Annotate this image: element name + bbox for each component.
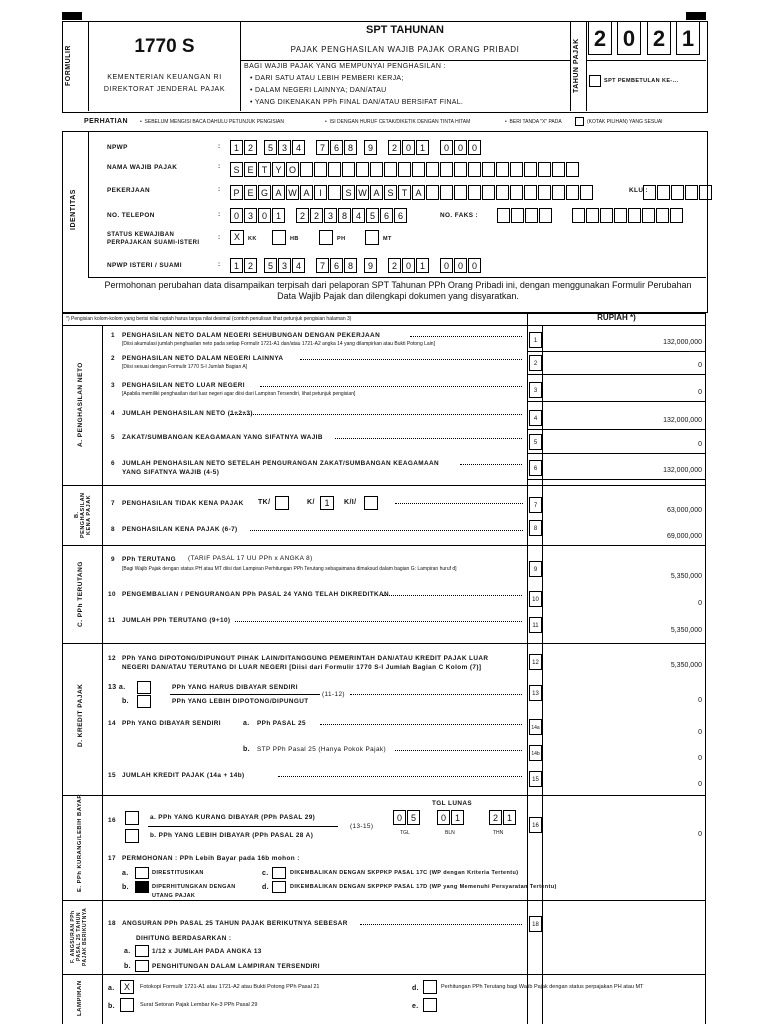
pekerjaan-cell[interactable] bbox=[468, 185, 481, 200]
ptkp-tk-box[interactable] bbox=[275, 496, 289, 510]
row-1-text: PENGHASILAN NETO DALAM NEGERI SEHUBUNGAN DENGAN PEKERJAAN bbox=[122, 332, 381, 339]
year-digit: 2 bbox=[588, 21, 612, 55]
opt-diperhitungkan-label: UTANG PAJAK bbox=[152, 893, 196, 899]
pembetulan-checkbox[interactable] bbox=[589, 75, 601, 87]
npwp-istri-cell[interactable]: 3 bbox=[278, 258, 291, 273]
nama-cell[interactable] bbox=[384, 162, 397, 177]
box-number: 2 bbox=[529, 355, 542, 371]
faks-cell[interactable] bbox=[656, 208, 669, 223]
form-subtitle: PAJAK PENGHASILAN WAJIB PAJAK ORANG PRIBADI bbox=[290, 45, 520, 54]
pekerjaan-cell[interactable] bbox=[454, 185, 467, 200]
status-option-label: PH bbox=[337, 236, 346, 242]
row-2-value[interactable]: 0 bbox=[698, 362, 702, 369]
row-13b-checkbox[interactable] bbox=[137, 695, 151, 708]
pekerjaan-cell[interactable] bbox=[510, 185, 523, 200]
box-number: 3 bbox=[529, 382, 542, 398]
telepon-cell[interactable]: 1 bbox=[272, 208, 285, 223]
opt-17c-label: DIKEMBALIKAN DENGAN SKPPKP PASAL 17C (WP dengan Kriteria Tertentu) bbox=[290, 870, 519, 876]
row-number: 4 bbox=[111, 410, 115, 417]
nama-cell[interactable] bbox=[524, 162, 537, 177]
row-16b-text: b. PPh YANG LEBIH DIBAYAR (PPh PASAL 28 A) bbox=[150, 832, 314, 839]
form-number: 1770 S bbox=[134, 36, 195, 57]
pekerjaan-cell[interactable]: T bbox=[398, 185, 411, 200]
telepon-label: NO. TELEPON bbox=[107, 212, 155, 219]
identitas-note: Permohonan perubahan data disampaikan terpisah dari pelaporan SPT Tahunan PPh Orang Pribadi ini, dengan menggunakan Formulir Perubahan Data Wajib Pajak dan dilengkapi dokumen yang disyaratkan. bbox=[104, 280, 692, 301]
npwp-cell[interactable]: 5 bbox=[264, 140, 277, 155]
thn-digit[interactable]: 2 bbox=[489, 810, 502, 825]
faks-cell[interactable] bbox=[614, 208, 627, 223]
faks-cell[interactable] bbox=[642, 208, 655, 223]
tgl-lunas-label: TGL LUNAS bbox=[432, 800, 473, 807]
pekerjaan-cell[interactable] bbox=[552, 185, 565, 200]
bln-digit[interactable]: 0 bbox=[437, 810, 450, 825]
nama-cell[interactable] bbox=[538, 162, 551, 177]
npwp-cell[interactable]: 0 bbox=[440, 140, 453, 155]
registration-mark bbox=[686, 12, 706, 20]
pekerjaan-cell[interactable]: W bbox=[356, 185, 369, 200]
row-12-text: NEGERI DAN/ATAU TERUTANG DI LUAR NEGERI [Diisi dari Formulir 1770 S-I Jumlah Bagian C Kolom (7)] bbox=[122, 664, 482, 671]
tgl-label: TGL bbox=[400, 830, 410, 836]
row-13a-text: PPh YANG HARUS DIBAYAR SENDIRI bbox=[172, 684, 298, 691]
status-hb-checkbox[interactable] bbox=[272, 230, 286, 245]
telepon-cell[interactable]: 0 bbox=[258, 208, 271, 223]
form-title: SPT TAHUNAN bbox=[365, 24, 444, 36]
klu-cell[interactable] bbox=[671, 185, 684, 200]
klu-cell[interactable] bbox=[643, 185, 656, 200]
faks-cell[interactable] bbox=[670, 208, 683, 223]
pekerjaan-cell[interactable]: E bbox=[244, 185, 257, 200]
box-number: 11 bbox=[529, 617, 542, 633]
row-15-value[interactable]: 0 bbox=[698, 781, 702, 788]
section-c-label: C. PPh TERUTANG bbox=[77, 561, 84, 628]
row-11-value[interactable]: 5,350,000 bbox=[670, 627, 702, 634]
row-number: 7 bbox=[111, 500, 115, 507]
npwp-cell[interactable]: 1 bbox=[416, 140, 429, 155]
nama-cell[interactable] bbox=[454, 162, 467, 177]
nama-cell[interactable] bbox=[426, 162, 439, 177]
npwp-istri-cell[interactable]: 1 bbox=[230, 258, 243, 273]
leader-dots bbox=[300, 359, 522, 360]
pekerjaan-cell[interactable]: A bbox=[370, 185, 383, 200]
row-number: 6 bbox=[111, 460, 115, 467]
lampiran-e-checkbox[interactable] bbox=[423, 998, 437, 1012]
for-whom: BAGI WAJIB PAJAK YANG MEMPUNYAI PENGHASILAN : bbox=[244, 63, 446, 70]
pekerjaan-cell[interactable]: P bbox=[230, 185, 243, 200]
status-ph-checkbox[interactable] bbox=[319, 230, 333, 245]
faks-cell[interactable] bbox=[628, 208, 641, 223]
ptkp-ki-label: K/I/ bbox=[344, 499, 357, 506]
box-number: 9 bbox=[529, 561, 542, 577]
lampiran-d-checkbox[interactable] bbox=[423, 980, 437, 994]
opt-angka13-label: 1/12 x JUMLAH PADA ANGKA 13 bbox=[152, 948, 262, 955]
ptkp-k-box[interactable]: 1 bbox=[320, 496, 334, 510]
row-1-value[interactable]: 132,000,000 bbox=[663, 339, 702, 346]
npwp-istri-cell[interactable]: 5 bbox=[264, 258, 277, 273]
box-number: 5 bbox=[529, 434, 542, 450]
npwp-istri-cell[interactable]: 0 bbox=[440, 258, 453, 273]
dihitung-label: DIHITUNG BERDASARKAN : bbox=[136, 935, 232, 942]
ptkp-k-label: K/ bbox=[307, 499, 315, 506]
formulir-label: FORMULIR bbox=[65, 45, 72, 87]
npwp-cell[interactable]: 0 bbox=[402, 140, 415, 155]
npwp-istri-cell[interactable]: 2 bbox=[244, 258, 257, 273]
identitas-label: IDENTITAS bbox=[70, 189, 77, 231]
ptkp-ki-box[interactable] bbox=[364, 496, 378, 510]
npwp-cell[interactable]: 7 bbox=[316, 140, 329, 155]
pekerjaan-cell[interactable] bbox=[328, 185, 341, 200]
bln-digit[interactable]: 1 bbox=[451, 810, 464, 825]
row-16a-checkbox[interactable] bbox=[125, 811, 139, 825]
row-divider bbox=[527, 429, 706, 430]
klu-cell[interactable] bbox=[685, 185, 698, 200]
row-10-text: PENGEMBALIAN / PENGURANGAN PPh PASAL 24 YANG TELAH DIKREDITKAN bbox=[122, 591, 390, 598]
npwp-istri-cell[interactable]: 9 bbox=[364, 258, 377, 273]
registration-mark bbox=[62, 12, 82, 20]
box-number: 4 bbox=[529, 410, 542, 426]
box-number: 1 bbox=[529, 332, 542, 348]
npwp-istri-cell[interactable]: 2 bbox=[388, 258, 401, 273]
status-label-2: PERPAJAKAN SUAMI-ISTERI bbox=[107, 240, 200, 246]
perhatian-item: • ISI DENGAN HURUF CETAK/DIKETIK DENGAN TINTA HITAM bbox=[325, 119, 471, 125]
row-10-value[interactable]: 0 bbox=[698, 600, 702, 607]
telepon-cell[interactable]: 3 bbox=[244, 208, 257, 223]
perhatian-item: • BERI TANDA "X" PADA bbox=[505, 119, 562, 125]
row-16a-text: a. PPh YANG KURANG DIBAYAR (PPh PASAL 29) bbox=[150, 814, 316, 821]
row-number: 11 bbox=[108, 617, 116, 624]
lampiran-d-label: Perhitungan PPh Terutang bagi Wajib Pajak dengan status perpajakan PH atau MT bbox=[441, 984, 644, 990]
pekerjaan-cell[interactable] bbox=[440, 185, 453, 200]
nama-cell[interactable]: Y bbox=[272, 162, 285, 177]
pekerjaan-cell[interactable]: A bbox=[300, 185, 313, 200]
section-f-label: F. ANGSURAN PPh PASAL 25 TAHUN PAJAK BERIKUTNYA bbox=[70, 907, 88, 967]
lampiran-a-label: Fotokopi Formulir 1721-A1 atau 1721-A2 atau Bukti Potong PPh Pasal 21 bbox=[140, 984, 320, 990]
nama-cell[interactable] bbox=[566, 162, 579, 177]
pekerjaan-cell[interactable]: S bbox=[342, 185, 355, 200]
pekerjaan-cell[interactable] bbox=[580, 185, 593, 200]
bullet-2: • DALAM NEGERI LAINNYA; DAN/ATAU bbox=[250, 87, 387, 94]
row-6-note: YANG SIFATNYA WAJIB (4-5) bbox=[122, 469, 220, 476]
faks-cell[interactable] bbox=[497, 208, 510, 223]
ministry-line1: KEMENTERIAN KEUANGAN RI bbox=[107, 74, 222, 81]
row-9-value[interactable]: 5,350,000 bbox=[670, 573, 702, 580]
nama-cell[interactable] bbox=[300, 162, 313, 177]
row-7-text: PENGHASILAN TIDAK KENA PAJAK bbox=[122, 500, 244, 507]
row-number: 5 bbox=[111, 434, 115, 441]
opt-restitusi-label: DIRESTITUSIKAN bbox=[152, 870, 204, 876]
row-15-text: JUMLAH KREDIT PAJAK (14a + 14b) bbox=[122, 772, 245, 779]
opt-diperhitungkan-label: DIPERHITUNGKAN DENGAN bbox=[152, 884, 236, 890]
pekerjaan-cell[interactable] bbox=[482, 185, 495, 200]
status-label-1: STATUS KEWAJIBAN bbox=[107, 232, 175, 238]
nama-cell[interactable]: E bbox=[244, 162, 257, 177]
row-9-note: [Bagi Wajib Pajak dengan status PH atau MT diisi dari Lampiran Perhitungan PPh Terutang sebagaimana dimaksud dalam bagian G: Lampiran huruf d] bbox=[122, 566, 457, 572]
perhatian-label: PERHATIAN bbox=[84, 118, 128, 125]
npwp-istri-cell[interactable]: 0 bbox=[402, 258, 415, 273]
leader-dots bbox=[335, 438, 522, 439]
npwp-cell[interactable]: 8 bbox=[344, 140, 357, 155]
leader-dots bbox=[230, 414, 522, 415]
nama-cell[interactable] bbox=[482, 162, 495, 177]
pekerjaan-cell[interactable]: A bbox=[272, 185, 285, 200]
status-option-label: KK bbox=[248, 236, 257, 242]
faks-cell[interactable] bbox=[511, 208, 524, 223]
nama-cell[interactable]: T bbox=[258, 162, 271, 177]
year-digit: 0 bbox=[617, 21, 641, 55]
opt-17d-checkbox[interactable] bbox=[272, 881, 286, 893]
npwp-istri-cell[interactable]: 0 bbox=[468, 258, 481, 273]
telepon-cell[interactable]: 6 bbox=[380, 208, 393, 223]
npwp-cell[interactable]: 6 bbox=[330, 140, 343, 155]
npwp-cell[interactable]: 2 bbox=[244, 140, 257, 155]
pembetulan-label: SPT PEMBETULAN KE-... bbox=[604, 78, 679, 84]
nama-cell[interactable] bbox=[552, 162, 565, 177]
box-number: 7 bbox=[529, 497, 542, 513]
pekerjaan-cell[interactable] bbox=[566, 185, 579, 200]
lampiran-b-label: Surat Setoran Pajak Lembar Ke-3 PPh Pasal 29 bbox=[140, 1002, 258, 1008]
telepon-cell[interactable]: 2 bbox=[296, 208, 309, 223]
row-divider bbox=[527, 374, 706, 375]
npwp-cell[interactable]: 1 bbox=[230, 140, 243, 155]
box-number: 10 bbox=[529, 591, 542, 607]
thn-label: THN bbox=[493, 830, 504, 836]
section-d-label: D. KREDIT PAJAK bbox=[77, 683, 84, 747]
nama-cell[interactable] bbox=[342, 162, 355, 177]
klu-cell[interactable] bbox=[657, 185, 670, 200]
row-14b-text: STP PPh Pasal 25 (Hanya Pokok Pajak) bbox=[257, 746, 387, 753]
box-number: 6 bbox=[529, 460, 542, 476]
leader-dots bbox=[410, 336, 522, 337]
nama-cell[interactable] bbox=[370, 162, 383, 177]
row-13-formula: (11-12) bbox=[322, 691, 345, 698]
npwp-istri-cell[interactable]: 7 bbox=[316, 258, 329, 273]
row-number: 9 bbox=[111, 556, 115, 563]
npwp-cell[interactable]: 9 bbox=[364, 140, 377, 155]
row-4-value[interactable]: 132,000,000 bbox=[663, 417, 702, 424]
faks-cell[interactable] bbox=[539, 208, 552, 223]
pekerjaan-cell[interactable]: I bbox=[314, 185, 327, 200]
faks-cell[interactable] bbox=[586, 208, 599, 223]
row-number: 8 bbox=[111, 526, 115, 533]
row-9-text: PPh TERUTANG bbox=[122, 556, 177, 563]
npwp-istri-cell[interactable]: 0 bbox=[454, 258, 467, 273]
spt-1770s-form: FORMULIR 1770 S KEMENTERIAN KEUANGAN RI DIREKTORAT JENDERAL PAJAK SPT TAHUNAN PAJAK PENGHASILAN WAJIB PAJAK ORANG PRIBADI BAGI WAJIB PAJAK YANG MEMPUNYAI PENGHASILAN : • DARI SATU ATAU LEBIH PEMBERI KERJA; • DALAM NEGERI LAINNYA; DAN/ATAU • YANG DIKENAKAN PPh FINAL DAN/ATAU BERSIFAT FINAL. TAHUN PAJAK 2 0 2 1 SPT PEMBETULAN KE-... PERHATIAN • SEBELUM MENGISI BACA DAHULU PETUNJUK PENGISIAN • ISI DENGAN HURUF CETAK/DIKETIK DENGAN TINTA HITAM • BERI TANDA "X" PADA (KOTAK PILIHAN) YANG SESUAI IDENTITAS NPWP : 1 2 5 3 4 7 6 8 9 2 0 1 0 0 0 NAMA WAJIB PAJAK : S E T Y O PEKERJAAN : P E G A W A I S W A S T A KLU : NO. TELEPON : 0 3 0 1 2 2 3 8 4 5 6 6 NO. FAKS : STATUS KEWAJIBAN PERPAJAKAN SUAMI-ISTERI : X KK HB PH MT NPWP ISTERI / SUAMI : 1 2 5 3 4 7 6 8 9 2 0 1 0 0 0 Permohonan perubahan data disampaikan terpisah dari pelaporan SPT Tahunan PPh Orang Pribadi ini, dengan menggunakan Formulir Perubahan Data Wajib Pajak dan dilengkapi dokumen yang disyaratkan. *) Pengisian kolom-kolom yang berisi nilai rupiah harus tanpa nilai desimal (contoh penulisan lihat petunjuk pengisian halaman 3) RUPIAH *) A. PENGHASILAN NETO B. PENGHASILAN KENA PAJAK C. PPh TERUTANG D. KREDIT PAJAK E. PPh KURANG/LEBIH BAYAR F. ANGSURAN PPh PASAL 25 TAHUN PAJAK BERIKUTNYA LAMPIRAN 1 PENGHASILAN NETO DALAM NEGERI SEHUBUNGAN DENGAN PEKERJAAN [Diisi akumulasi jumlah penghasilan neto pada setiap Formulir 1721-A1 dan/atau 1721-A2 angka 14 yang dilampirkan atau Bukti Potong Lain] 1 132,000,000 2 PENGHASILAN NETO DALAM NEGERI LAINNYA [Diisi sesuai dengan Formulir 1770 S-I Jumlah Bagian A] 2 0 3 PENGHASILAN NETO LUAR NEGERI [Apabila memiliki penghasilan dari luar negeri agar diisi dari Lampiran Tersendiri, lihat petunjuk pengisian] 3 0 4 JUMLAH PENGHASILAN NETO (1+2+3) 4 132,000,000 5 ZAKAT/SUMBANGAN KEAGAMAAN YANG SIFATNYA WAJIB 5 0 6 JUMLAH PENGHASILAN NETO SETELAH PENGURANGAN ZAKAT/SUMBANGAN KEAGAMAAN YANG SIFATNYA WAJIB (4-5) 6 132,000,000 7 PENGHASILAN TIDAK KENA PAJAK TK/ K/ 1 K/I/ 8 PENGHASILAN KENA PAJAK (6-7) 7 63,000,000 8 69,000,000 9 PPh TERUTANG (TARIF PASAL 17 UU PPh x ANGKA 8) [Bagi Wajib Pajak dengan status PH atau MT diisi dari Lampiran Perhitungan PPh Terutang sebagaimana dimaksud dalam bagian G: Lampiran huruf d] 9 5,350,000 10 PENGEMBALIAN / PENGURANGAN PPh PASAL 24 YANG TELAH DIKREDITKAN 10 0 11 JUMLAH PPh TERUTANG (9+10) 11 5,350,000 12 PPh YANG DIPOTONG/DIPUNGUT PIHAK LAIN/DITANGGUNG PEMERINTAH DAN/ATAU KREDIT PAJAK LUAR NEGERI DAN/ATAU TERUTANG DI LUAR NEGERI [Diisi dari Formulir 1770 S-I Jumlah Bagian C Kolom (7)] 12 5,350,000 13 a. PPh YANG HARUS DIBAYAR SENDIRI b. PPh YANG LEBIH DIPOTONG/DIPUNGUT (11-12) 13 0 14 PPh YANG DIBAYAR SENDIRI a. PPh PASAL 25 14a 0 b. STP PPh Pasal 25 (Hanya Pokok Pajak) 14b 0 15 JUMLAH KREDIT PAJAK (14a + 14b) 15 0 TGL LUNAS 16 a. PPh YANG KURANG DIBAYAR (PPh PASAL 29) b. PPh YANG LEBIH DIBAYAR (PPh PASAL 28 A) (13-15) 0 5 0 1 2 1 TGL BLN THN 16 0 17 PERMOHONAN : PPh Lebih Bayar pada 16b mohon : a. DIRESTITUSIKAN b. DIPERHITUNGKAN DENGAN UTANG PAJAK c. DIKEMBALIKAN DENGAN SKPPKP PASAL 17C (WP dengan Kriteria Tertentu) d. DIKEMBALIKAN DENGAN SKPPKP PASAL 17D (WP yang Memenuhi Persyaratan Tertentu) 18 ANGSURAN PPh PASAL 25 TAHUN PAJAK BERIKUTNYA SEBESAR 18 DIHITUNG BERDASARKAN : a. 1/12 x JUMLAH PADA ANGKA 13 b. PENGHITUNGAN DALAM LAMPIRAN TERSENDIRI a. X Fotokopi Formulir 1721-A1 atau 1721-A2 atau Bukti Potong PPh Pasal 21 b. Surat Setoran Pajak Lembar Ke-3 PPh Pasal 29 d. Perhitungan PPh Terutang bagi Wajib Pajak dengan status perpajakan PH atau MT e. bbox=[0, 0, 768, 1024]
row-14a-value[interactable]: 0 bbox=[698, 729, 702, 736]
leader-dots bbox=[260, 386, 522, 387]
row-6-value[interactable]: 132,000,000 bbox=[663, 467, 702, 474]
row-17-text: PERMOHONAN : PPh Lebih Bayar pada 16b mohon : bbox=[122, 855, 300, 862]
tahun-pajak-label: TAHUN PAJAK bbox=[573, 38, 580, 94]
year-digit: 1 bbox=[676, 21, 700, 55]
faks-cell[interactable] bbox=[572, 208, 585, 223]
section-e-label: E. PPh KURANG/LEBIH BAYAR bbox=[77, 793, 83, 892]
row-2-text: PENGHASILAN NETO DALAM NEGERI LAINNYA bbox=[122, 355, 284, 362]
row-5-value[interactable]: 0 bbox=[698, 441, 702, 448]
nama-cell[interactable] bbox=[398, 162, 411, 177]
year-digit: 2 bbox=[647, 21, 671, 55]
row-3-text: PENGHASILAN NETO LUAR NEGERI bbox=[122, 382, 245, 389]
opt-17d-label: DIKEMBALIKAN DENGAN SKPPKP PASAL 17D (WP yang Memenuhi Persyaratan Tertentu) bbox=[290, 884, 557, 890]
telepon-cell[interactable]: 8 bbox=[338, 208, 351, 223]
example-checkbox bbox=[575, 117, 584, 126]
row-18-text: ANGSURAN PPh PASAL 25 TAHUN PAJAK BERIKUTNYA SEBESAR bbox=[122, 920, 348, 927]
rupiah-header: RUPIAH *) bbox=[597, 313, 636, 322]
faks-cell[interactable] bbox=[525, 208, 538, 223]
pekerjaan-cell[interactable]: A bbox=[412, 185, 425, 200]
pekerjaan-cell[interactable]: W bbox=[286, 185, 299, 200]
npwp-istri-cell[interactable]: 1 bbox=[416, 258, 429, 273]
row-14b-value[interactable]: 0 bbox=[698, 755, 702, 762]
box-number: 8 bbox=[529, 520, 542, 536]
telepon-cell[interactable]: 6 bbox=[394, 208, 407, 223]
nama-cell[interactable] bbox=[468, 162, 481, 177]
opt-lampiran-label: PENGHITUNGAN DALAM LAMPIRAN TERSENDIRI bbox=[152, 963, 320, 970]
faks-cell[interactable] bbox=[600, 208, 613, 223]
row-number: 3 bbox=[111, 382, 115, 389]
status-kk-checkbox[interactable]: X bbox=[230, 230, 244, 245]
row-8-value[interactable]: 69,000,000 bbox=[666, 533, 702, 540]
leader-dots bbox=[460, 464, 522, 465]
tgl-digit[interactable]: 5 bbox=[407, 810, 420, 825]
row-1-note: [Diisi akumulasi jumlah penghasilan neto pada setiap Formulir 1721-A1 dan/atau 1721-A2 angka 14 yang dilampirkan atau Bukti Potong Lain] bbox=[122, 341, 435, 347]
faks-label: NO. FAKS : bbox=[440, 212, 479, 219]
pekerjaan-cell[interactable] bbox=[426, 185, 439, 200]
perhatian-item: (KOTAK PILIHAN) YANG SESUAI bbox=[587, 119, 663, 125]
npwp-istri-cell[interactable]: 4 bbox=[292, 258, 305, 273]
nama-cell[interactable] bbox=[510, 162, 523, 177]
lampiran-a-checkbox[interactable]: X bbox=[120, 980, 134, 994]
row-13b-text: PPh YANG LEBIH DIPOTONG/DIPUNGUT bbox=[172, 698, 309, 705]
perhatian-item: • SEBELUM MENGISI BACA DAHULU PETUNJUK PENGISIAN bbox=[140, 119, 285, 125]
nama-cell[interactable]: O bbox=[286, 162, 299, 177]
telepon-cell[interactable]: 4 bbox=[352, 208, 365, 223]
npwp-istri-cell[interactable]: 8 bbox=[344, 258, 357, 273]
opt-lampiran-checkbox[interactable] bbox=[135, 960, 149, 972]
row-11-text: JUMLAH PPh TERUTANG (9+10) bbox=[122, 617, 231, 624]
nama-cell[interactable] bbox=[440, 162, 453, 177]
nama-cell[interactable] bbox=[496, 162, 509, 177]
klu-cell[interactable] bbox=[699, 185, 712, 200]
bln-label: BLN bbox=[445, 830, 455, 836]
row-divider bbox=[527, 351, 706, 352]
row-6-text: JUMLAH PENGHASILAN NETO SETELAH PENGURANGAN ZAKAT/SUMBANGAN KEAGAMAAN bbox=[122, 460, 440, 467]
opt-angka13-checkbox[interactable] bbox=[135, 945, 149, 957]
section-a-label: A. PENGHASILAN NETO bbox=[77, 362, 84, 448]
npwp-cell[interactable]: 0 bbox=[468, 140, 481, 155]
telepon-cell[interactable]: 2 bbox=[310, 208, 323, 223]
nama-cell[interactable] bbox=[314, 162, 327, 177]
row-3-value[interactable]: 0 bbox=[698, 389, 702, 396]
pekerjaan-cell[interactable]: G bbox=[258, 185, 271, 200]
npwp-cell[interactable]: 3 bbox=[278, 140, 291, 155]
bullet-1: • DARI SATU ATAU LEBIH PEMBERI KERJA; bbox=[250, 75, 404, 82]
row-14-text: PPh YANG DIBAYAR SENDIRI bbox=[122, 720, 221, 727]
row-3-note: [Apabila memiliki penghasilan dari luar negeri agar diisi dari Lampiran Tersendiri, lihat petunjuk pengisian] bbox=[122, 391, 356, 397]
nama-cell[interactable]: S bbox=[230, 162, 243, 177]
opt-17c-checkbox[interactable] bbox=[272, 867, 286, 879]
npwp-cell[interactable]: 2 bbox=[388, 140, 401, 155]
row-12-text: PPh YANG DIPOTONG/DIPUNGUT PIHAK LAIN/DITANGGUNG PEMERINTAH DAN/ATAU KREDIT PAJAK LUAR bbox=[122, 655, 489, 662]
lampiran-b-checkbox[interactable] bbox=[120, 998, 134, 1012]
row-4-text: JUMLAH PENGHASILAN NETO (1+2+3) bbox=[122, 410, 253, 417]
rupiah-note: *) Pengisian kolom-kolom yang berisi nilai rupiah harus tanpa nilai desimal (contoh penulisan lihat petunjuk pengisian halaman 3) bbox=[66, 316, 352, 322]
npwp-istri-label: NPWP ISTERI / SUAMI bbox=[107, 262, 182, 269]
row-divider bbox=[527, 401, 706, 402]
row-5-text: ZAKAT/SUMBANGAN KEAGAMAAN YANG SIFATNYA WAJIB bbox=[122, 434, 323, 441]
section-b-label: B. PENGHASILAN KENA PAJAK bbox=[74, 492, 92, 538]
status-option-label: HB bbox=[290, 236, 299, 242]
pekerjaan-cell[interactable] bbox=[538, 185, 551, 200]
row-12-value[interactable]: 5,350,000 bbox=[670, 662, 702, 669]
nama-label: NAMA WAJIB PAJAK bbox=[107, 164, 178, 171]
opt-diperhitungkan-checkbox[interactable] bbox=[135, 881, 149, 893]
klu-label: KLU : bbox=[629, 187, 649, 194]
status-option-label: MT bbox=[383, 236, 392, 242]
row-9-formula: (TARIF PASAL 17 UU PPh x ANGKA 8) bbox=[188, 555, 313, 562]
npwp-cell[interactable]: 0 bbox=[454, 140, 467, 155]
row-16b-checkbox[interactable] bbox=[125, 829, 139, 843]
pekerjaan-label: PEKERJAAN bbox=[107, 187, 151, 194]
section-g-label: LAMPIRAN bbox=[77, 980, 83, 1016]
ministry-line2: DIREKTORAT JENDERAL PAJAK bbox=[103, 86, 226, 93]
row-16-value[interactable]: 0 bbox=[698, 831, 702, 838]
npwp-cell[interactable]: 4 bbox=[292, 140, 305, 155]
pekerjaan-cell[interactable] bbox=[524, 185, 537, 200]
telepon-cell[interactable]: 0 bbox=[230, 208, 243, 223]
row-2-note: [Diisi sesuai dengan Formulir 1770 S-I Jumlah Bagian A] bbox=[122, 364, 248, 370]
pekerjaan-cell[interactable] bbox=[496, 185, 509, 200]
row-16-formula: (13-15) bbox=[350, 823, 374, 830]
telepon-cell[interactable]: 3 bbox=[324, 208, 337, 223]
npwp-label: NPWP bbox=[107, 144, 128, 151]
nama-cell[interactable] bbox=[412, 162, 425, 177]
bullet-3: • YANG DIKENAKAN PPh FINAL DAN/ATAU BERSIFAT FINAL. bbox=[250, 99, 464, 106]
row-divider bbox=[527, 479, 706, 480]
row-8-text: PENGHASILAN KENA PAJAK (6-7) bbox=[122, 526, 238, 533]
row-14a-text: PPh PASAL 25 bbox=[257, 720, 306, 727]
nama-cell[interactable] bbox=[328, 162, 341, 177]
row-divider bbox=[527, 453, 706, 454]
npwp-istri-cell[interactable]: 6 bbox=[330, 258, 343, 273]
thn-digit[interactable]: 1 bbox=[503, 810, 516, 825]
nama-cell[interactable] bbox=[356, 162, 369, 177]
telepon-cell[interactable]: 5 bbox=[366, 208, 379, 223]
opt-restitusi-checkbox[interactable] bbox=[135, 867, 149, 879]
row-13a-checkbox[interactable] bbox=[137, 681, 151, 694]
status-mt-checkbox[interactable] bbox=[365, 230, 379, 245]
row-number: 10 bbox=[108, 591, 116, 598]
row-number: 1 bbox=[111, 332, 115, 339]
tgl-digit[interactable]: 0 bbox=[393, 810, 406, 825]
pekerjaan-cell[interactable]: S bbox=[384, 185, 397, 200]
row-13-value[interactable]: 0 bbox=[698, 697, 702, 704]
row-number: 2 bbox=[111, 355, 115, 362]
row-7-value[interactable]: 63,000,000 bbox=[666, 507, 702, 514]
ptkp-tk-label: TK/ bbox=[258, 499, 271, 506]
